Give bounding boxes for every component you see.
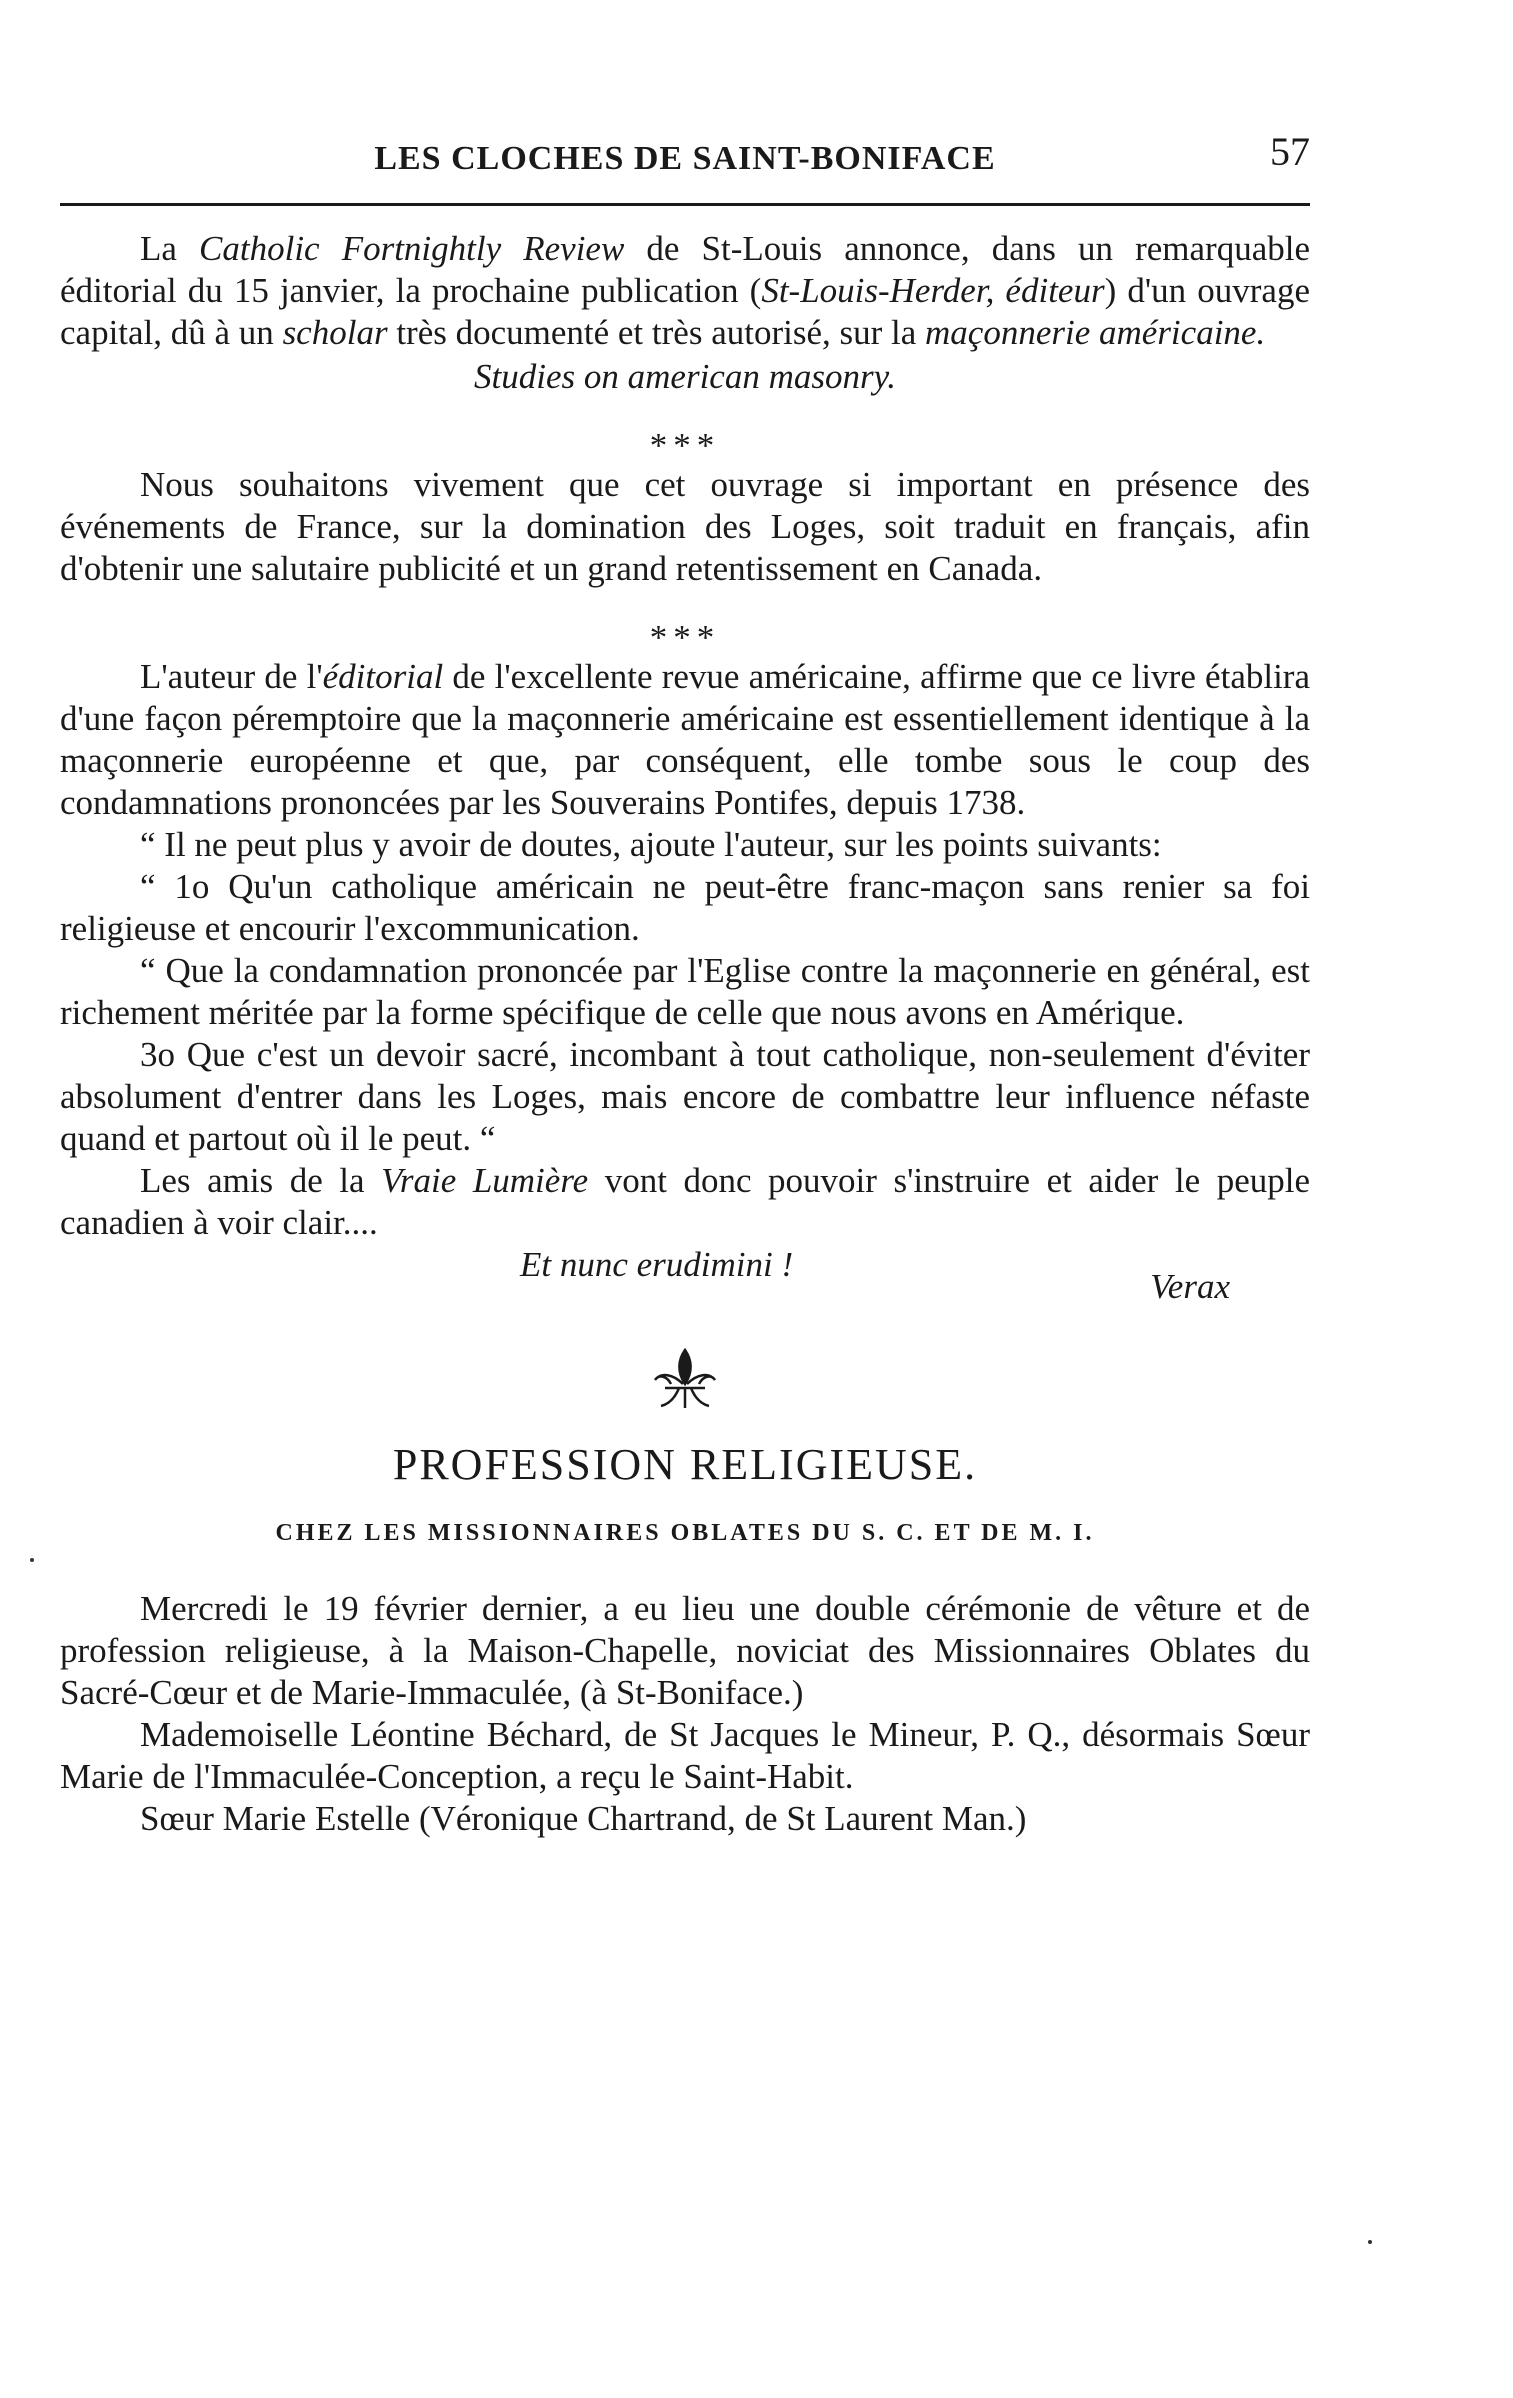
closing-line: Et nunc erudimini ! [520, 1245, 794, 1284]
page-number: 57 [1270, 129, 1310, 174]
publisher-name: St-Louis-Herder, éditeur [761, 271, 1105, 310]
text-run: L'auteur de l' [140, 657, 323, 696]
section-subtitle: CHEZ LES MISSIONNAIRES OBLATES DU S. C. ET DE M. I. [275, 1520, 1095, 1546]
text-run: ) d'un ouvrage capital, dû à un [60, 271, 1310, 352]
review-name: Catholic Fortnightly Review [199, 229, 625, 268]
section-stars: *** [649, 426, 721, 465]
article-paragraph-7: 3o Que c'est un devoir sacré, incombant à tout catholique, non-seulement d'éviter absolument d'entrer dans les Loges, mais encore de combattre leur influence néfaste quand et partout où il le peut. “ [60, 1035, 1310, 1158]
text-run: de l'excellente revue américaine, affirme que ce livre établira d'une façon péremptoire que la maçonnerie américaine est essentiellement identique à la maçonnerie européenne et que, par conséquent, elle tombe sous le coup des condamnations prononcées par les Souverains Pontifes, depuis 1738. [60, 657, 1310, 822]
fleur-de-lis-icon [645, 1344, 725, 1414]
text-run: vont donc pouvoir s'instruire et aider le peuple canadien à voir clair.... [60, 1161, 1310, 1242]
section-stars: *** [649, 618, 721, 657]
closing-row [60, 1244, 1310, 1304]
spacer [60, 590, 1310, 620]
editorial-word: éditorial [322, 657, 444, 696]
article-paragraph-8 [60, 1160, 1310, 1244]
section-title: PROFESSION RELIGIEUSE. [392, 1440, 978, 1489]
scholar-word: scholar [282, 313, 388, 352]
scan-speck [30, 1558, 34, 1562]
article-paragraph-1 [60, 228, 1310, 354]
signature: Verax [1150, 1267, 1230, 1306]
profession-paragraph-1: Mercredi le 19 février dernier, a eu lieu une double cérémonie de vêture et de profession religieuse, à la Maison-Chapelle, noviciat des Missionnaires Oblates du Sacré-Cœur et de Marie-Immaculée, (à St-Boniface.) [60, 1589, 1310, 1712]
article-paragraph-2: Nous souhaitons vivement que cet ouvrage si important en présence des événements de France, sur la domination des Loges, soit traduit en français, afin d'obtenir une salutaire publicité et un grand retentissement en Canada. [60, 465, 1310, 588]
running-title: LES CLOCHES DE SAINT-BONIFACE [374, 140, 996, 177]
topic-phrase: maçonnerie américaine. [925, 313, 1266, 352]
newspaper-name: Vraie Lumière [381, 1161, 589, 1200]
header-rule [60, 203, 1310, 206]
page-header [60, 129, 1310, 200]
article-paragraph-5: “ 1o Qu'un catholique américain ne peut-être franc-maçon sans renier sa foi religieuse et encourir l'excommunication. [60, 867, 1310, 948]
book-title: Studies on american masonry. [474, 357, 896, 396]
article-paragraph-3 [60, 656, 1310, 824]
article-paragraph-4: “ Il ne peut plus y avoir de doutes, ajoute l'auteur, sur les points suivants: [140, 825, 1162, 864]
text-run: Les amis de la [140, 1161, 382, 1200]
scan-speck [1368, 2240, 1372, 2244]
page-body [60, 228, 1310, 1840]
profession-paragraph-3: Sœur Marie Estelle (Véronique Chartrand, de St Laurent Man.) [140, 1799, 1027, 1838]
profession-paragraph-2: Mademoiselle Léontine Béchard, de St Jacques le Mineur, P. Q., désormais Sœur Marie de l'Immaculée-Conception, a reçu le Saint-Habit. [60, 1715, 1310, 1796]
text-run: de St-Louis annonce, dans un remarquable éditorial du 15 janvier, la prochaine publication ( [60, 229, 1310, 310]
text-run: très documenté et très autorisé, sur la [387, 313, 926, 352]
article-paragraph-6: “ Que la condamnation prononcée par l'Eglise contre la maçonnerie en général, est richement méritée par la forme spécifique de celle que nous avons en Amérique. [60, 951, 1310, 1032]
text-run: La [140, 229, 200, 268]
